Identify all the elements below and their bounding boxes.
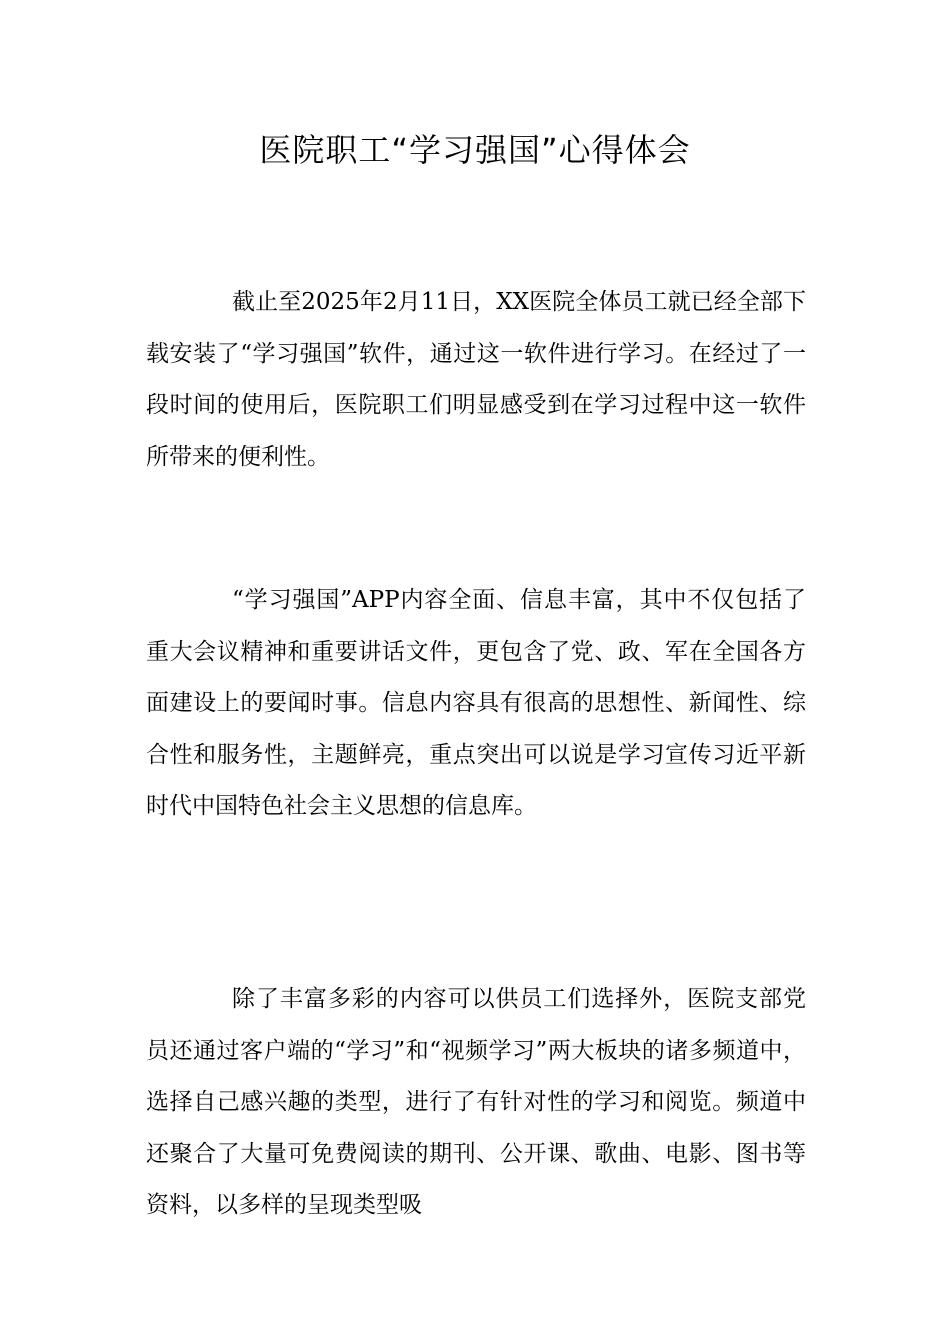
document-title: 医院职工“学习强国”心得体会: [259, 131, 691, 169]
paragraph-3: 除了丰富多彩的内容可以供员工们选择外，医院支部党员还通过客户端的“学习”和“视频学习”两大板块的诸多频道中，选择自己感兴趣的类型，进行了有针对性的学习和阅览。频道中还聚合了大量可免费阅读的期刊、公开课、歌曲、电影、图书等资料，以多样的呈现类型吸: [146, 986, 806, 1218]
paragraph-2: “学习强国”APP内容全面、信息丰富，其中不仅包括了重大会议精神和重要讲话文件，更包含了党、政、军在全国各方面建设上的要闻时事。信息内容具有很高的思想性、新闻性、综合性和服务性，主题鲜亮，重点突出可以说是学习宣传习近平新时代中国特色社会主义思想的信息库。: [146, 587, 806, 819]
paragraph-1: 截止至2025年2月11日，XX医院全体员工就已经全部下载安装了“学习强国”软件，通过这一软件进行学习。在经过了一段时间的使用后，医院职工们明显感受到在学习过程中这一软件所带来的便利性。: [146, 289, 806, 470]
